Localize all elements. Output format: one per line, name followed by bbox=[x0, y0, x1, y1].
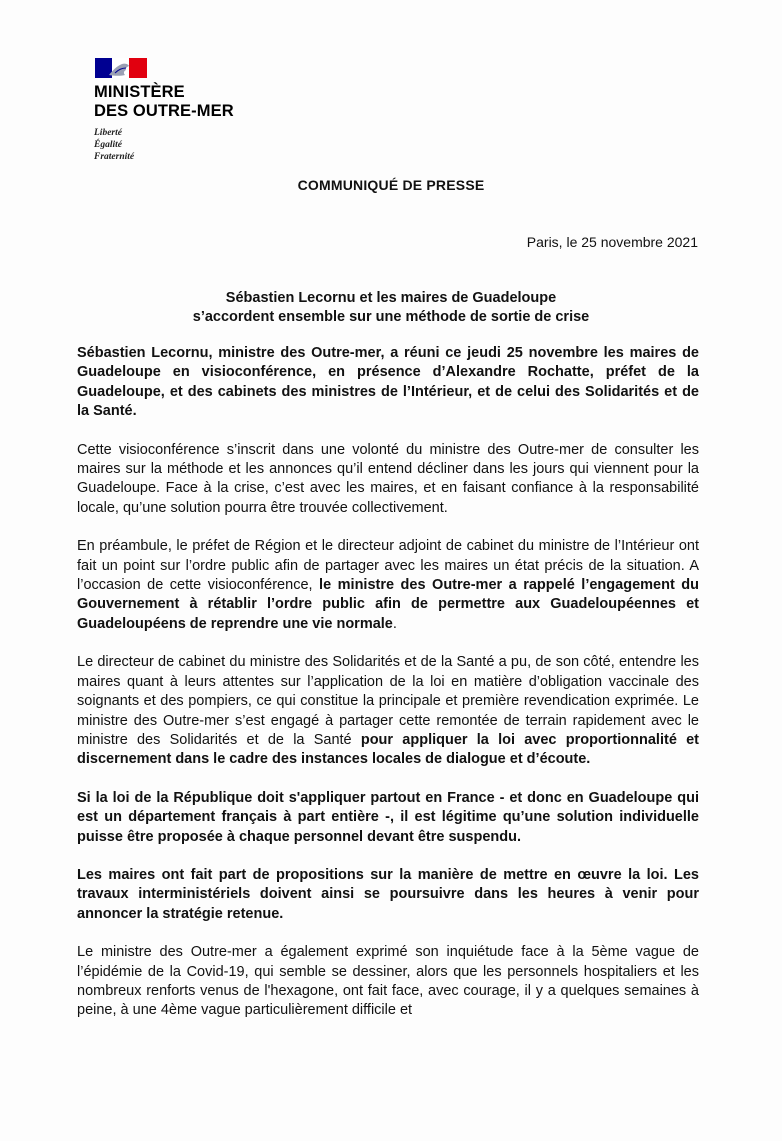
lead-paragraph: Sébastien Lecornu, ministre des Outre-mer, a réuni ce jeudi 25 novembre les maires de Guadeloupe en visioconférence, en présence d’Alexandre Rochatte, préfet de la Guadeloupe, et des cabinets des ministres de l’Intérieur, et de celui des Solidarités et de la Santé. bbox=[77, 345, 699, 420]
republic-motto bbox=[94, 127, 314, 163]
ministry-name bbox=[94, 83, 314, 121]
paragraph-4-text: Le directeur de cabinet du ministre des Solidarités et de la Santé a pu, de son côté, entendre les maires quant à leurs attentes sur l’application de la loi en matière d’obligation vaccinale des soignants et des pompiers, ce qui constitue la principale et première revendication exprimée. Le ministre des Outre-mer s’est engagé à partager cette remontée de terrain rapidement avec le ministre des Solidarités et de la Santé bbox=[77, 654, 699, 748]
ministry-logo bbox=[94, 58, 314, 163]
paragraph-4 bbox=[77, 653, 699, 769]
paragraph-3 bbox=[77, 537, 699, 634]
paragraph-5: Si la loi de la République doit s'appliquer partout en France - et donc en Guadeloupe qui est un département français à part entière -, il est légitime qu’une solution individuelle puisse être proposée à chaque personnel devant être suspendu. bbox=[77, 789, 699, 845]
motto-liberte: Liberté bbox=[94, 128, 122, 138]
paragraph-3-end: . bbox=[392, 615, 397, 632]
paragraph-2: Cette visioconférence s’inscrit dans une volonté du ministre des Outre-mer de consulter les maires sur la méthode et les annonces qu’il entend décliner dans les jours qui viennent pour la Guadeloupe. Face à la crise, c’est avec les maires, et en faisant confiance à la responsabilité locale, qu’une solution pourra être trouvée collectivement. bbox=[77, 441, 699, 516]
ministry-name-line2: DES OUTRE-MER bbox=[94, 102, 234, 120]
document-heading: COMMUNIQUÉ DE PRESSE bbox=[297, 177, 485, 193]
paragraph-4-emphasis: pour appliquer la loi avec proportionnalité et discernement dans le cadre des instances locales de dialogue et d’écoute. bbox=[77, 731, 699, 768]
marianne-flag-icon bbox=[95, 58, 147, 78]
motto-egalite: Égalité bbox=[94, 140, 122, 150]
dateline: Paris, le 25 novembre 2021 bbox=[526, 234, 698, 250]
press-release-title bbox=[0, 289, 782, 327]
paragraph-3-emphasis: le ministre des Outre-mer a rappelé l’engagement du Gouvernement à rétablir l’ordre public afin de permettre aux Guadeloupéennes et Guadeloupéens de reprendre une vie normale bbox=[77, 577, 699, 632]
paragraph-3-text: En préambule, le préfet de Région et le directeur adjoint de cabinet du ministre de l’Intérieur ont fait un point sur l’ordre public afin de partager avec les maires un état précis de la situation. A l’occasion de cette visioconférence, bbox=[77, 538, 699, 594]
title-line-1: Sébastien Lecornu et les maires de Guadeloupe bbox=[225, 290, 557, 306]
press-release-body bbox=[77, 344, 699, 1040]
paragraph-7: Le ministre des Outre-mer a également exprimé son inquiétude face à la 5ème vague de l’épidémie de la Covid-19, qui semble se dessiner, alors que les personnels hospitaliers et les nombreux renforts venus de l'hexagone, ont fait face, avec courage, il y a quelques semaines à peine, à une 4ème vague particulièrement difficile et bbox=[77, 944, 699, 1019]
title-line-2: s’accordent ensemble sur une méthode de sortie de crise bbox=[192, 309, 590, 325]
motto-fraternite: Fraternité bbox=[94, 152, 135, 162]
paragraph-6: Les maires ont fait part de propositions sur la manière de mettre en œuvre la loi. Les travaux interministériels doivent ainsi se poursuivre dans les heures à venir pour annoncer la stratégie retenue. bbox=[77, 866, 699, 922]
ministry-name-line1: MINISTÈRE bbox=[94, 83, 185, 101]
